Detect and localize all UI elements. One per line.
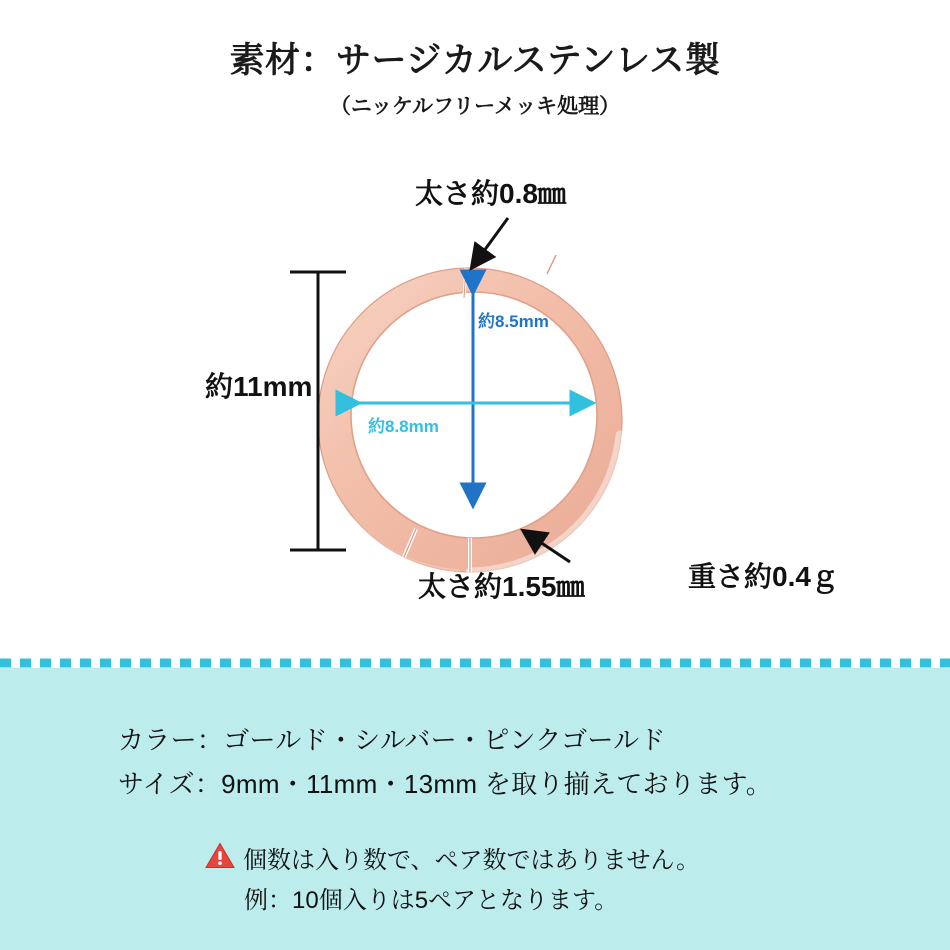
dotted-line-icon (0, 658, 950, 668)
quantity-note-line2: 例：10個入りは5ペアとなります。 (244, 887, 619, 914)
section-divider (0, 655, 950, 665)
label-overall-height: 約11mm (205, 371, 313, 402)
quantity-note-row (205, 840, 700, 875)
size-options-line: サイズ：9mm・11mm・13mm を取り揃えております。 (118, 769, 773, 799)
label-weight: 重さ約0.4ｇ (688, 561, 839, 592)
page-subtitle: （ニッケルフリーメッキ処理） (329, 95, 621, 118)
header (0, 40, 950, 120)
page-title: 素材：サージカルステンレス製 (229, 41, 721, 80)
warning-triangle-icon (205, 842, 235, 869)
label-thickness-top: 太さ約0.8㎜ (415, 178, 566, 209)
label-inner-vertical: 約8.5mm (478, 312, 549, 331)
leader-arrow-top (473, 218, 508, 266)
quantity-note-line1: 個数は入り数で、ペア数ではありません。 (243, 847, 700, 874)
label-thickness-bottom: 太さ約1.55㎜ (418, 571, 585, 602)
info-panel (0, 668, 950, 950)
color-options-line: カラー：ゴールド・シルバー・ピンクゴールド (118, 725, 666, 755)
dimension-diagram (0, 150, 950, 650)
hoop-earring-illustration (317, 255, 622, 572)
label-inner-horizontal: 約8.8mm (368, 417, 439, 436)
